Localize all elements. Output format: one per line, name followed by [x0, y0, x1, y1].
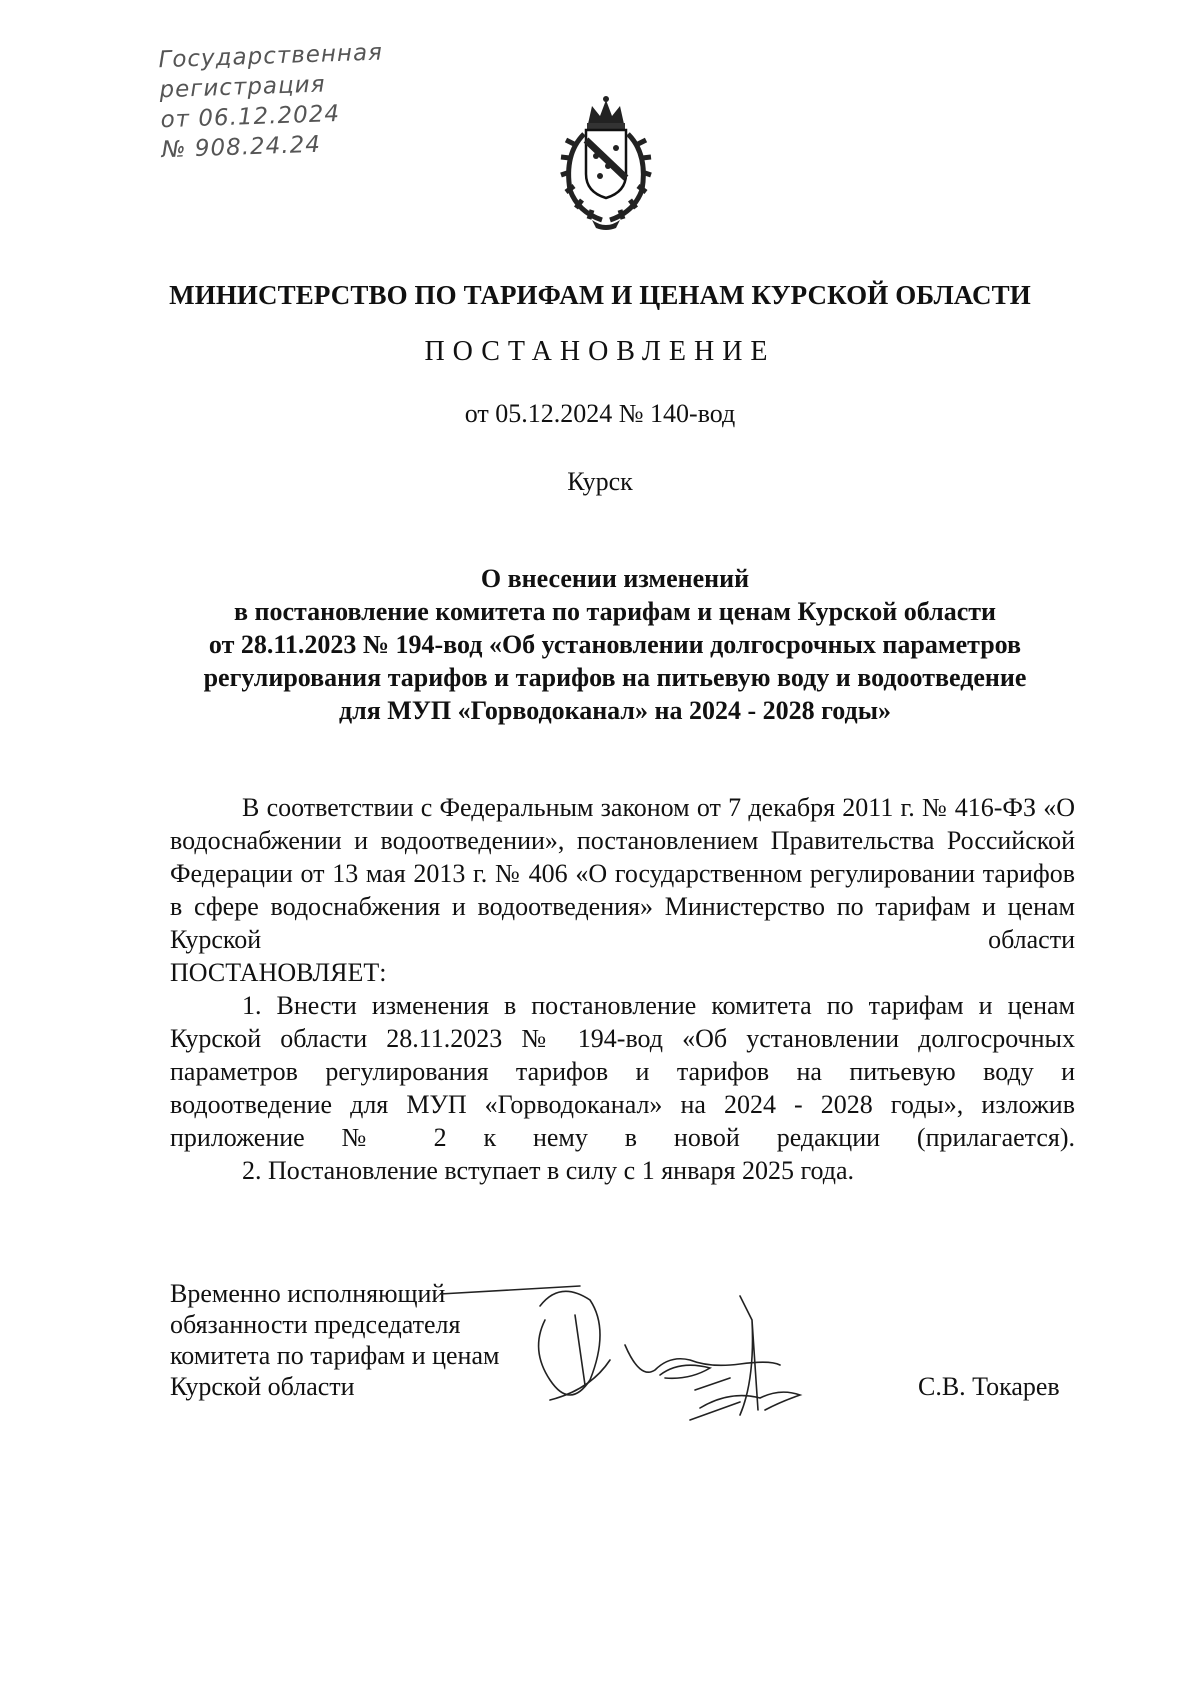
- kursk-coat-of-arms-icon: [556, 94, 656, 232]
- document-subject: [160, 562, 1070, 727]
- item-1-paragraph: 1. Внести изменения в постановление комитета по тарифам и ценам Курской области 28.11.2023 № 194-вод «Об установлении долгосрочных параметров регулирования тарифов и тарифов на питьевую воду и водоотведение для МУП «Горводоканал» на 2024 - 2028 годы», изложив приложение № 2 к нему в новой редакции (прилагается).: [170, 991, 1075, 1152]
- subject-line: для МУП «Горводоканал» на 2024 - 2028 годы»: [338, 696, 892, 725]
- ministry-title: МИНИСТЕРСТВО ПО ТАРИФАМ И ЦЕНАМ КУРСКОЙ ОБЛАСТИ: [169, 280, 1031, 310]
- registration-note-line: от 06.12.2024: [160, 100, 341, 134]
- position-line: комитета по тарифам и ценам: [170, 1341, 500, 1370]
- subject-line: в постановление комитета по тарифам и ценам Курской области: [234, 597, 996, 626]
- position-line: Временно исполняющий: [170, 1279, 446, 1308]
- document-number-date: от 05.12.2024 № 140-вод: [464, 399, 736, 428]
- registration-note-line: № 908.24.24: [161, 131, 322, 164]
- item-2-paragraph: 2. Постановление вступает в силу с 1 января 2025 года.: [242, 1156, 855, 1185]
- handwritten-registration-note: [158, 35, 462, 165]
- position-line: обязанности председателя: [170, 1310, 461, 1339]
- preamble-paragraph: В соответствии с Федеральным законом от 7 декабря 2011 г. № 416-ФЗ «О водоснабжении и водоотведении», постановлением Правительства Российской Федерации от 13 мая 2013 г. № 406 «О государственном регулировании тарифов в сфере водоснабжения и водоотведения» Министерство по тарифам и ценам Курской области: [170, 793, 1075, 954]
- document-body: [170, 791, 1075, 1187]
- document-type: ПОСТАНОВЛЕНИЕ: [424, 336, 776, 367]
- subject-line: О внесении изменений: [480, 564, 750, 593]
- resolves-word: ПОСТАНОВЛЯЕТ:: [170, 958, 387, 987]
- city-name: Курск: [567, 467, 633, 496]
- signer-name: С.В. Токарев: [918, 1372, 1060, 1401]
- registration-note-line: Государственная: [158, 39, 384, 74]
- handwritten-signature: [440, 1260, 880, 1430]
- subject-line: от 28.11.2023 № 194-вод «Об установлении долгосрочных параметров: [208, 630, 1022, 659]
- position-line: Курской области: [170, 1372, 355, 1401]
- registration-note-line: регистрация: [159, 71, 326, 104]
- subject-line: регулирования тарифов и тарифов на питьевую воду и водоотведение: [203, 663, 1027, 692]
